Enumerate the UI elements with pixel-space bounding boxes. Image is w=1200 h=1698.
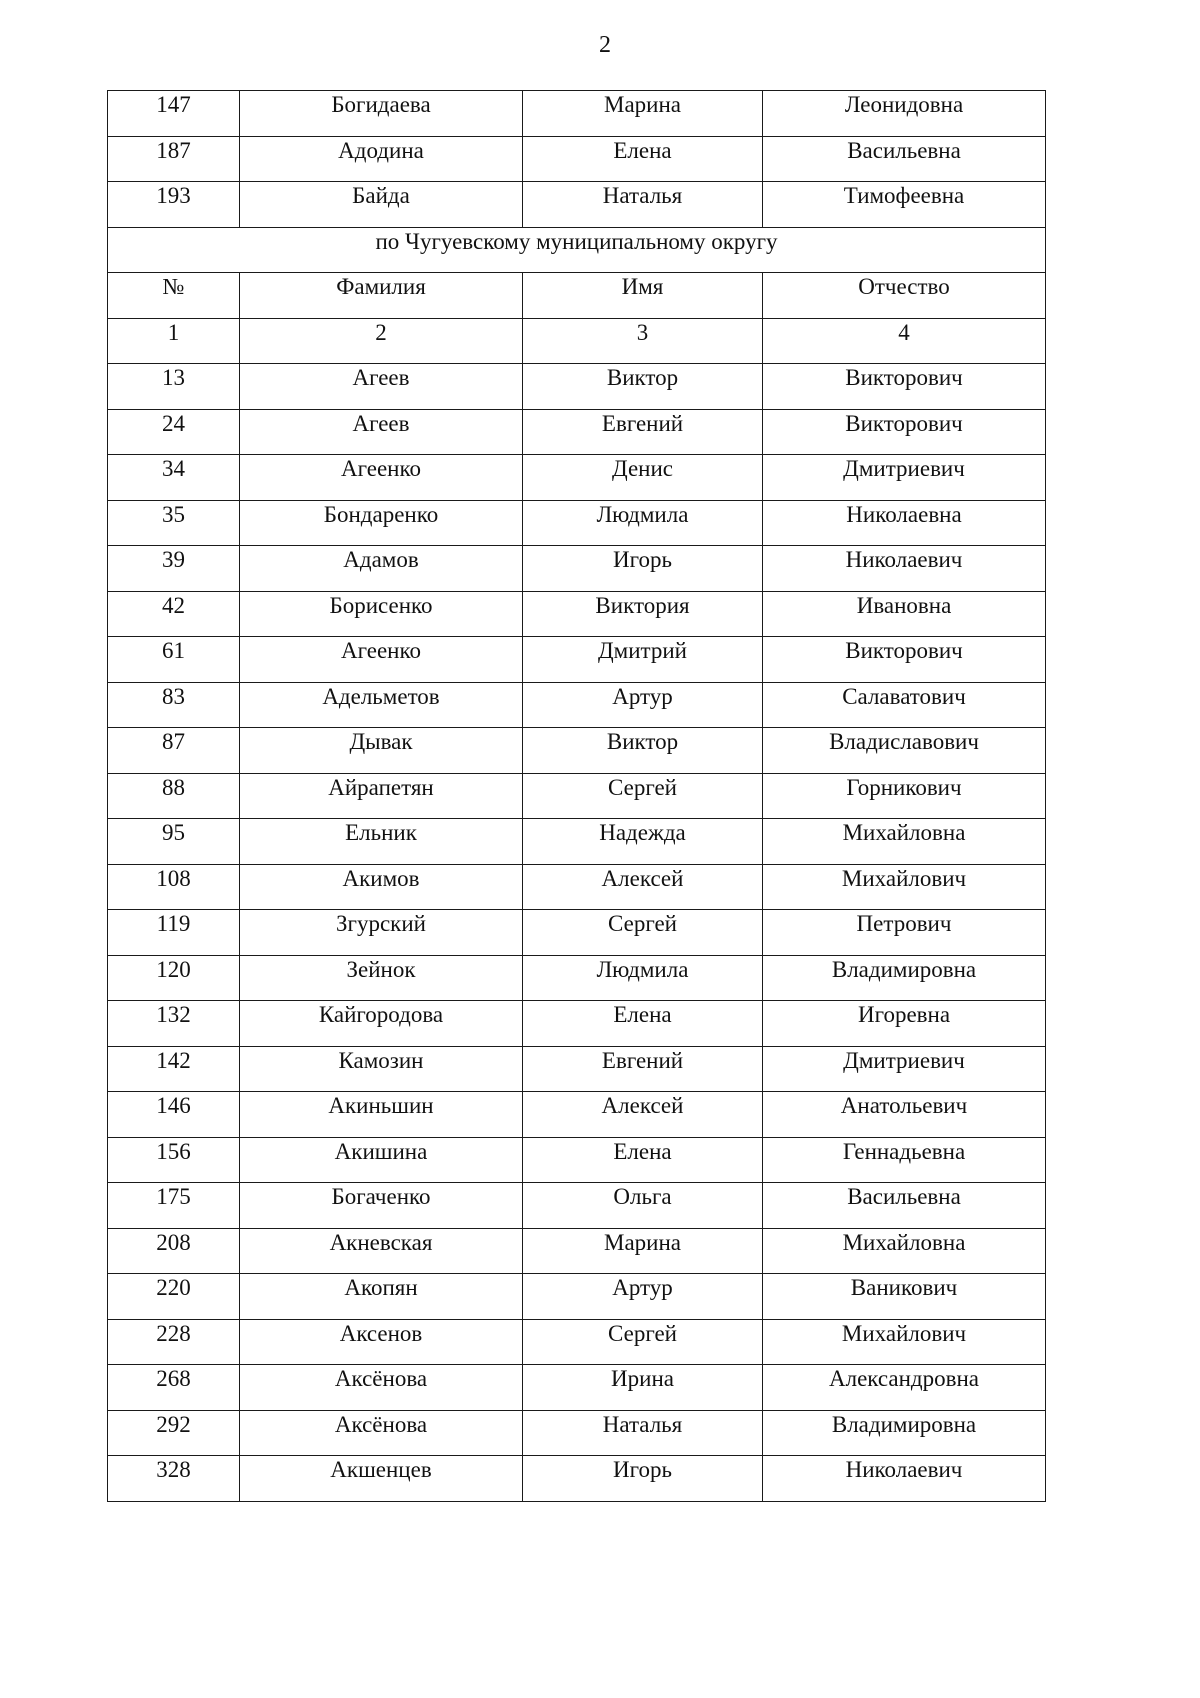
table-row xyxy=(108,455,1046,501)
table-row xyxy=(108,1228,1046,1274)
cell-number: 328 xyxy=(108,1456,240,1502)
cell-patronymic: Николаевна xyxy=(763,500,1046,546)
cell-patronymic: Ивановна xyxy=(763,591,1046,637)
cell-surname: Богаченко xyxy=(240,1183,523,1229)
cell-patronymic: Александровна xyxy=(763,1365,1046,1411)
table-row xyxy=(108,637,1046,683)
cell-surname: Акиньшин xyxy=(240,1092,523,1138)
cell-name: Марина xyxy=(523,1228,763,1274)
cell-number: 147 xyxy=(108,91,240,137)
cell-surname: Айрапетян xyxy=(240,773,523,819)
cell-surname: Кайгородова xyxy=(240,1001,523,1047)
cell-patronymic: Геннадьевна xyxy=(763,1137,1046,1183)
cell-patronymic: Дмитриевич xyxy=(763,1046,1046,1092)
cell-name: Людмила xyxy=(523,500,763,546)
cell-patronymic: Владимировна xyxy=(763,1410,1046,1456)
table-row xyxy=(108,728,1046,774)
table-row xyxy=(108,1137,1046,1183)
cell-number: 24 xyxy=(108,409,240,455)
cell-surname: Агеев xyxy=(240,364,523,410)
table-row xyxy=(108,409,1046,455)
cell-name: Ирина xyxy=(523,1365,763,1411)
cell-patronymic: Горникович xyxy=(763,773,1046,819)
cell-surname: Агеев xyxy=(240,409,523,455)
cell-name: Елена xyxy=(523,1137,763,1183)
cell-name: Игорь xyxy=(523,1456,763,1502)
cell-name: Сергей xyxy=(523,1319,763,1365)
cell-surname: Богидаева xyxy=(240,91,523,137)
table-row xyxy=(108,1092,1046,1138)
cell-name: Ольга xyxy=(523,1183,763,1229)
cell-name: Елена xyxy=(523,136,763,182)
cell-patronymic: Владимировна xyxy=(763,955,1046,1001)
numbering-row xyxy=(108,318,1046,364)
cell-patronymic: Анатольевич xyxy=(763,1092,1046,1138)
cell-surname: Акопян xyxy=(240,1274,523,1320)
cell-surname: Бондаренко xyxy=(240,500,523,546)
cell-number: 187 xyxy=(108,136,240,182)
header-number: № xyxy=(108,273,240,319)
cell-number: 193 xyxy=(108,182,240,228)
table-row xyxy=(108,682,1046,728)
cell-patronymic: Викторович xyxy=(763,364,1046,410)
cell-patronymic: Николаевич xyxy=(763,546,1046,592)
cell-surname: Акшенцев xyxy=(240,1456,523,1502)
table-row xyxy=(108,864,1046,910)
table-row xyxy=(108,182,1046,228)
cell-name: Игорь xyxy=(523,546,763,592)
cell-surname: Акимов xyxy=(240,864,523,910)
cell-name: Алексей xyxy=(523,1092,763,1138)
cell-patronymic: Салаватович xyxy=(763,682,1046,728)
cell-surname: Дывак xyxy=(240,728,523,774)
cell-number: 108 xyxy=(108,864,240,910)
top-rows-group xyxy=(108,91,1046,228)
cell-name: Денис xyxy=(523,455,763,501)
page-number: 2 xyxy=(599,32,611,58)
table-row xyxy=(108,91,1046,137)
cell-name: Наталья xyxy=(523,1410,763,1456)
cell-patronymic: Васильевна xyxy=(763,1183,1046,1229)
cell-name: Евгений xyxy=(523,409,763,455)
cell-patronymic: Михайлович xyxy=(763,864,1046,910)
table-row xyxy=(108,500,1046,546)
column-number-1: 1 xyxy=(108,318,240,364)
table-row xyxy=(108,1365,1046,1411)
cell-patronymic: Игоревна xyxy=(763,1001,1046,1047)
cell-number: 208 xyxy=(108,1228,240,1274)
cell-name: Виктор xyxy=(523,728,763,774)
table-row xyxy=(108,1274,1046,1320)
header-name: Имя xyxy=(523,273,763,319)
cell-surname: Адамов xyxy=(240,546,523,592)
cell-number: 228 xyxy=(108,1319,240,1365)
header-patronymic: Отчество xyxy=(763,273,1046,319)
cell-name: Марина xyxy=(523,91,763,137)
cell-number: 87 xyxy=(108,728,240,774)
cell-patronymic: Васильевна xyxy=(763,136,1046,182)
column-number-4: 4 xyxy=(763,318,1046,364)
cell-surname: Згурский xyxy=(240,910,523,956)
persons-table xyxy=(107,90,1046,1502)
cell-name: Сергей xyxy=(523,773,763,819)
cell-number: 83 xyxy=(108,682,240,728)
table-row xyxy=(108,1410,1046,1456)
cell-name: Надежда xyxy=(523,819,763,865)
table-row xyxy=(108,1183,1046,1229)
header-surname: Фамилия xyxy=(240,273,523,319)
table-row xyxy=(108,591,1046,637)
cell-name: Артур xyxy=(523,682,763,728)
cell-patronymic: Петрович xyxy=(763,910,1046,956)
section-group xyxy=(108,227,1046,364)
cell-number: 119 xyxy=(108,910,240,956)
section-row xyxy=(108,227,1046,273)
cell-number: 35 xyxy=(108,500,240,546)
cell-number: 142 xyxy=(108,1046,240,1092)
cell-name: Виктория xyxy=(523,591,763,637)
cell-number: 95 xyxy=(108,819,240,865)
cell-number: 39 xyxy=(108,546,240,592)
table-row xyxy=(108,546,1046,592)
section-title: по Чугуевскому муниципальному округу xyxy=(108,227,1046,273)
cell-surname: Агеенко xyxy=(240,455,523,501)
cell-patronymic: Леонидовна xyxy=(763,91,1046,137)
cell-number: 61 xyxy=(108,637,240,683)
table-row xyxy=(108,955,1046,1001)
column-number-2: 2 xyxy=(240,318,523,364)
table-row xyxy=(108,819,1046,865)
cell-number: 13 xyxy=(108,364,240,410)
column-number-3: 3 xyxy=(523,318,763,364)
table-row xyxy=(108,1001,1046,1047)
cell-patronymic: Викторович xyxy=(763,637,1046,683)
cell-number: 88 xyxy=(108,773,240,819)
cell-surname: Аксёнова xyxy=(240,1410,523,1456)
cell-name: Наталья xyxy=(523,182,763,228)
table-row xyxy=(108,136,1046,182)
cell-patronymic: Михайловна xyxy=(763,1228,1046,1274)
cell-patronymic: Ваникович xyxy=(763,1274,1046,1320)
cell-surname: Аксенов xyxy=(240,1319,523,1365)
cell-surname: Аксёнова xyxy=(240,1365,523,1411)
cell-surname: Камозин xyxy=(240,1046,523,1092)
cell-name: Дмитрий xyxy=(523,637,763,683)
cell-number: 220 xyxy=(108,1274,240,1320)
table-row xyxy=(108,364,1046,410)
cell-surname: Байда xyxy=(240,182,523,228)
cell-patronymic: Михайлович xyxy=(763,1319,1046,1365)
cell-name: Алексей xyxy=(523,864,763,910)
main-rows-group xyxy=(108,364,1046,1502)
cell-surname: Борисенко xyxy=(240,591,523,637)
cell-name: Елена xyxy=(523,1001,763,1047)
table-row xyxy=(108,1046,1046,1092)
cell-surname: Агеенко xyxy=(240,637,523,683)
cell-name: Евгений xyxy=(523,1046,763,1092)
cell-number: 175 xyxy=(108,1183,240,1229)
table-row xyxy=(108,1319,1046,1365)
cell-number: 292 xyxy=(108,1410,240,1456)
cell-patronymic: Николаевич xyxy=(763,1456,1046,1502)
header-row xyxy=(108,273,1046,319)
cell-number: 42 xyxy=(108,591,240,637)
cell-surname: Ельник xyxy=(240,819,523,865)
table-row xyxy=(108,1456,1046,1502)
cell-number: 268 xyxy=(108,1365,240,1411)
cell-surname: Зейнок xyxy=(240,955,523,1001)
cell-number: 34 xyxy=(108,455,240,501)
cell-patronymic: Дмитриевич xyxy=(763,455,1046,501)
cell-number: 156 xyxy=(108,1137,240,1183)
cell-patronymic: Викторович xyxy=(763,409,1046,455)
cell-surname: Акневская xyxy=(240,1228,523,1274)
cell-number: 120 xyxy=(108,955,240,1001)
cell-surname: Адельметов xyxy=(240,682,523,728)
cell-name: Сергей xyxy=(523,910,763,956)
cell-number: 132 xyxy=(108,1001,240,1047)
cell-patronymic: Михайловна xyxy=(763,819,1046,865)
cell-name: Людмила xyxy=(523,955,763,1001)
cell-patronymic: Тимофеевна xyxy=(763,182,1046,228)
cell-patronymic: Владиславович xyxy=(763,728,1046,774)
cell-name: Артур xyxy=(523,1274,763,1320)
table-row xyxy=(108,910,1046,956)
cell-surname: Акишина xyxy=(240,1137,523,1183)
table-row xyxy=(108,773,1046,819)
cell-surname: Адодина xyxy=(240,136,523,182)
cell-number: 146 xyxy=(108,1092,240,1138)
cell-name: Виктор xyxy=(523,364,763,410)
